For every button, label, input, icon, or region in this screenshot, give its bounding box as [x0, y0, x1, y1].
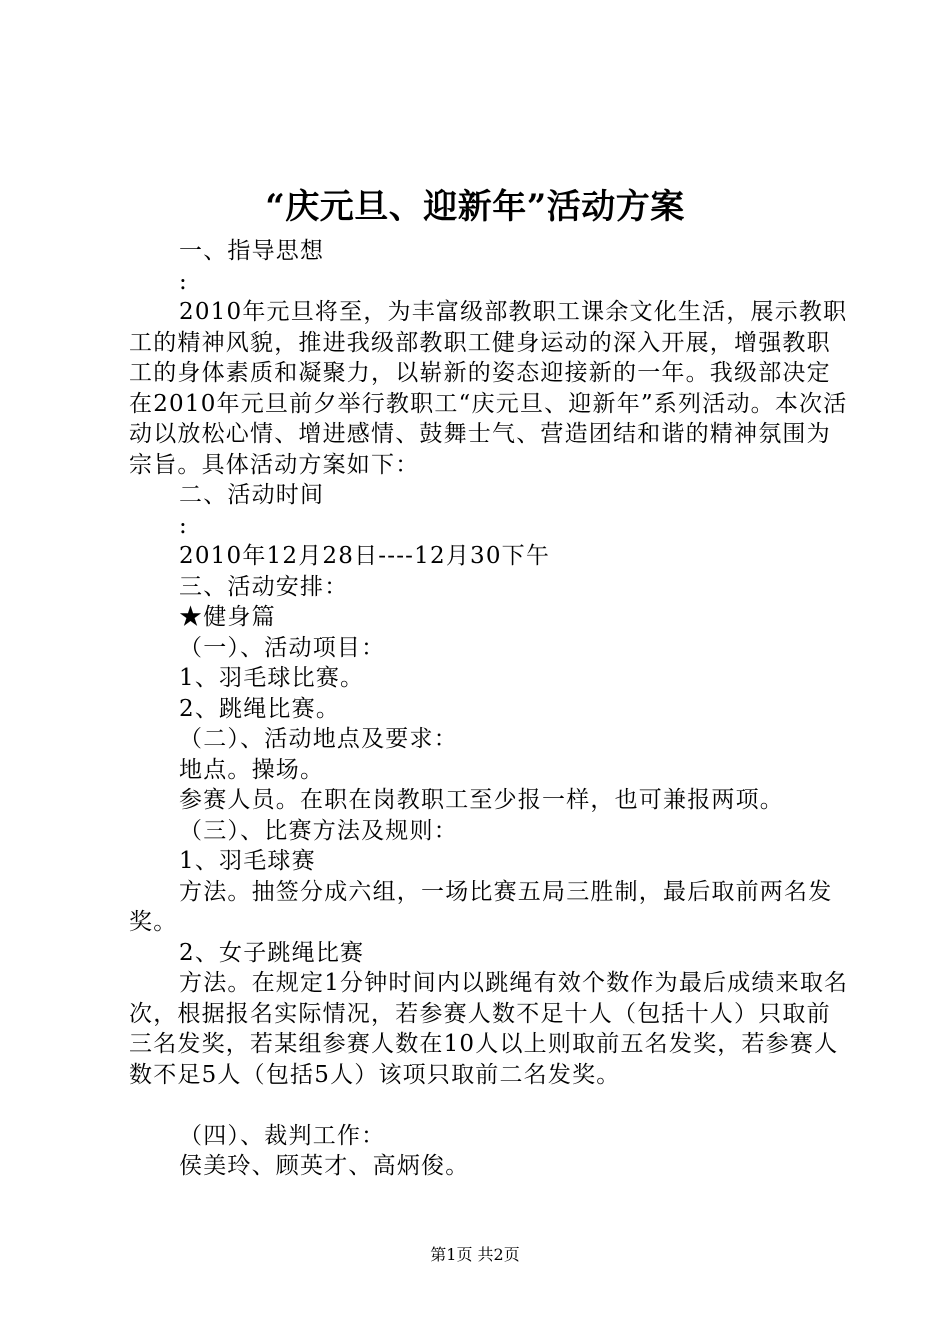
rule1-method: 方法。抽签分成六组，一场比赛五局三胜制，最后取前两名发奖。 — [129, 878, 833, 935]
section1-colon: : — [179, 268, 188, 295]
sub3-heading: （三）、比赛方法及规则： — [179, 817, 458, 844]
fitness-heading: ★健身篇 — [179, 604, 276, 630]
participants-text: 参赛人员。在职在岗教职工至少报一样，也可兼报两项。 — [179, 787, 784, 813]
location-text: 地点。操场。 — [179, 756, 325, 783]
list-item-badminton: 1、羽毛球比赛。 — [179, 665, 365, 691]
sub4-heading: （四）、裁判工作： — [179, 1122, 386, 1149]
sub2-heading: （二）、活动地点及要求： — [179, 726, 458, 752]
section2-colon: : — [179, 512, 188, 539]
intro-paragraph: 2010年元旦将至，为丰富级部教职工课余文化生活，展示教职工的精神风貌，推进我级部教职工健身运动的深入开展，增强教职工的身体素质和凝聚力，以崭新的姿态迎接新的一年。我级部决定在2010年元旦前夕举行教职工“庆元旦、迎新年”系列活动。本次活动以放松心情、增进感情、鼓舞士气、营造团结和谐的精神氛围为宗旨。具体活动方案如下： — [129, 299, 848, 478]
document-title: “庆元旦、迎新年”活动方案 — [265, 187, 685, 227]
document-body — [129, 236, 854, 1182]
sub1-heading: （一）、活动项目： — [179, 634, 386, 661]
section2-heading: 二、活动时间 — [179, 482, 325, 508]
activity-time: 2010年12月28日----12月30下午 — [179, 543, 551, 569]
rule1-heading: 1、羽毛球赛 — [179, 848, 316, 874]
spacer — [129, 1090, 854, 1121]
list-item-rope-skipping: 2、跳绳比赛。 — [179, 695, 341, 722]
judges-text: 侯美玲、顾英才、高炳俊。 — [179, 1153, 470, 1179]
rule2-method: 方法。在规定1分钟时间内以跳绳有效个数作为最后成绩来取名次，根据报名实际情况，若参赛人数不足十人（包括十人）只取前三名发奖，若某组参赛人数在10人以上则取前五名发奖，若参赛人数不足5人（包括5人）该项只取前二名发奖。 — [129, 970, 849, 1088]
section1-heading: 一、指导思想 — [179, 238, 325, 264]
section3-heading: 三、活动安排： — [179, 573, 349, 600]
page-number: 第1页 共2页 — [430, 1245, 520, 1264]
rule2-heading: 2、女子跳绳比赛 — [179, 939, 365, 966]
